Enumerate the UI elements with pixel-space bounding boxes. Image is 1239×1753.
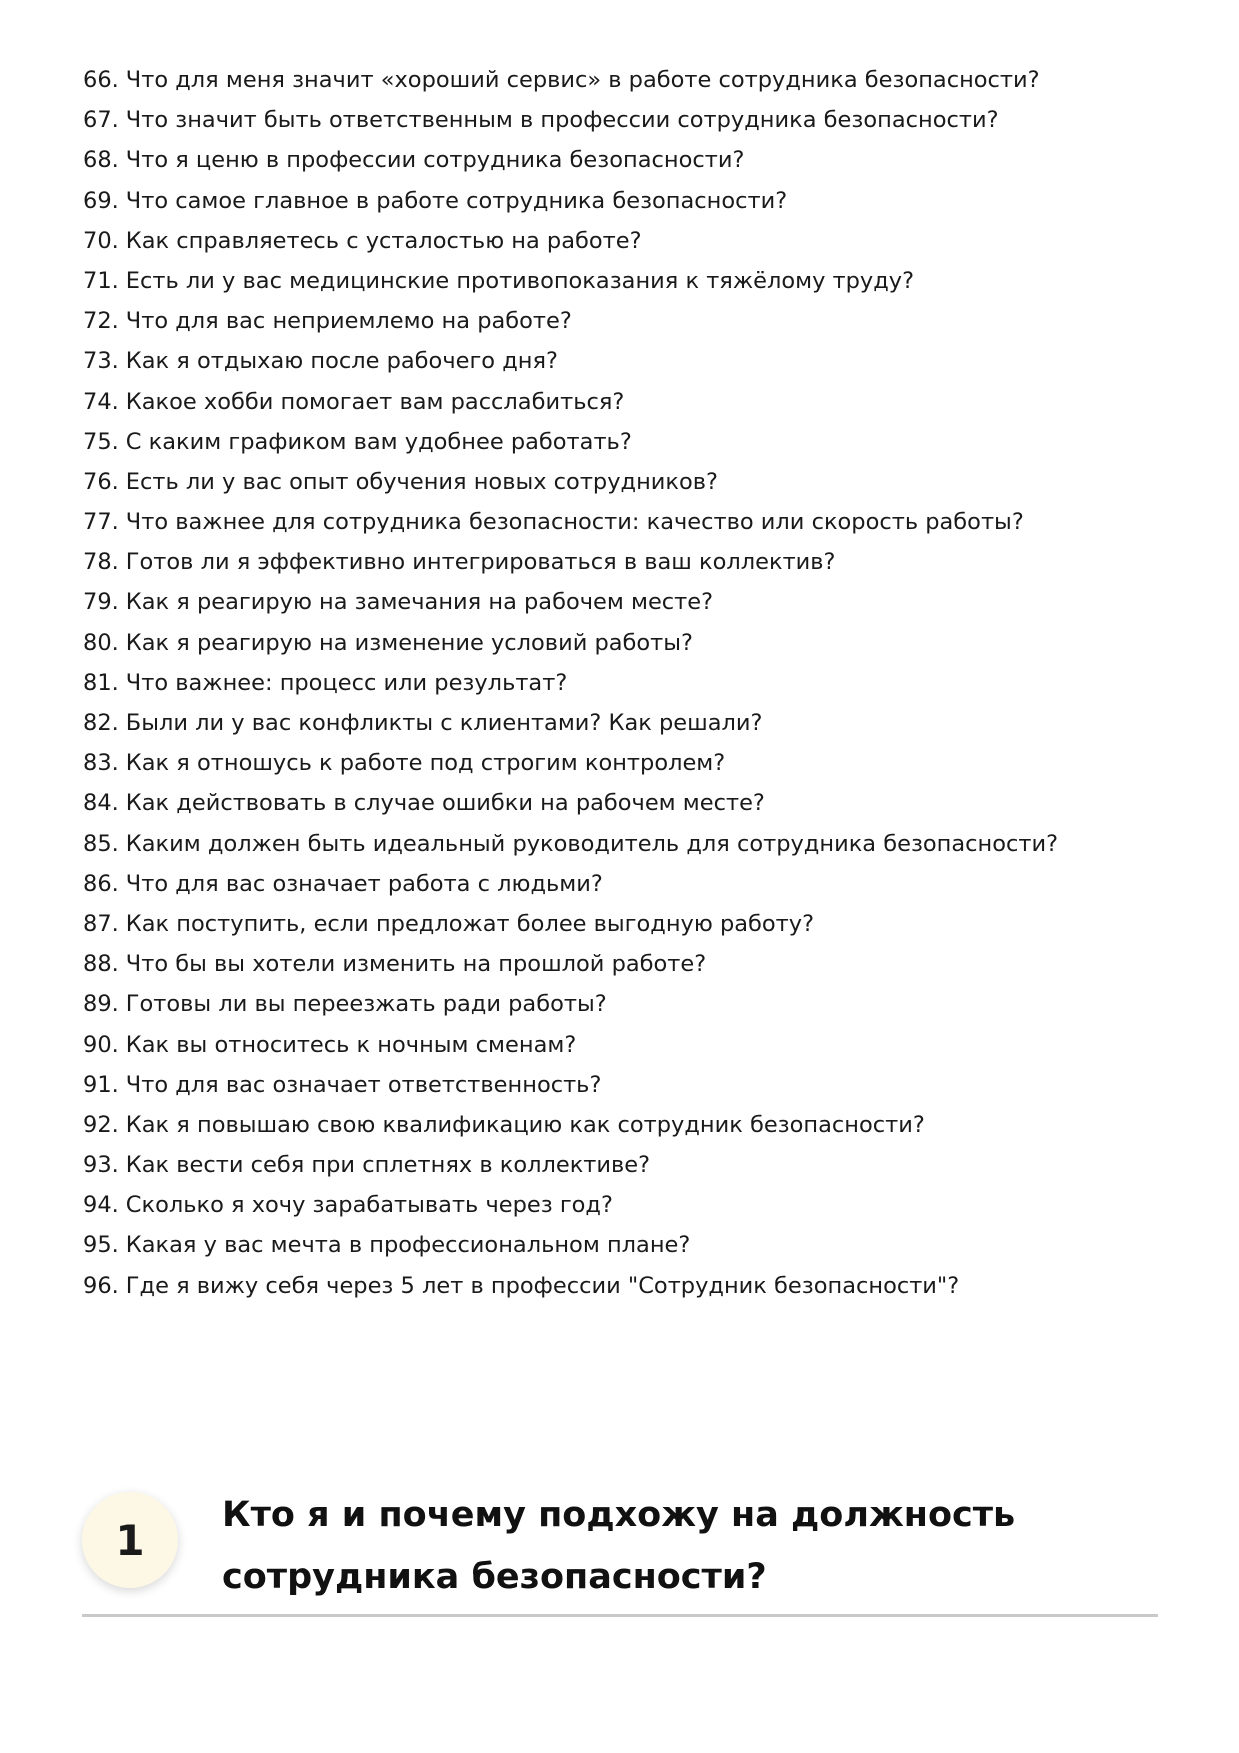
question-text: Как я повышаю свою квалификацию как сотрудник безопасности? [125, 1111, 925, 1138]
question-number: 84. [83, 790, 119, 817]
question-text: Как я отношусь к работе под строгим контролем? [125, 750, 726, 777]
question-item [83, 663, 1163, 703]
question-number: 91. [83, 1071, 119, 1098]
question-item [83, 60, 1163, 100]
question-number: 88. [83, 951, 119, 978]
question-text: Что я ценю в профессии сотрудника безопасности? [125, 147, 745, 174]
question-text: Были ли у вас конфликты с клиентами? Как решали? [125, 710, 763, 736]
question-text: С каким графиком вам удобнее работать? [125, 428, 632, 455]
question-item [83, 462, 1163, 502]
question-number: 95. [83, 1232, 119, 1259]
section-number-badge: 1 [82, 1492, 178, 1588]
question-number: 89. [83, 991, 119, 1018]
question-text: Что важнее: процесс или результат? [125, 669, 568, 696]
question-text: Как я реагирую на замечания на рабочем месте? [125, 589, 714, 616]
question-number: 94. [83, 1192, 119, 1219]
section-title-line-1: Кто я и почему подхожу на должность [222, 1495, 1016, 1535]
question-number: 67. [83, 107, 119, 134]
question-item [83, 1266, 1163, 1306]
question-item [83, 824, 1163, 864]
question-item [83, 984, 1163, 1024]
question-text: Что бы вы хотели изменить на прошлой работе? [125, 951, 707, 978]
question-item [83, 1225, 1163, 1265]
question-number: 68. [83, 147, 119, 174]
question-text: Сколько я хочу зарабатывать через год? [125, 1192, 613, 1219]
question-item [83, 382, 1163, 422]
question-number: 82. [83, 710, 119, 736]
question-number: 93. [83, 1152, 119, 1179]
question-item [83, 502, 1163, 542]
question-text: Как вести себя при сплетнях в коллективе? [125, 1152, 651, 1179]
question-text: Что для вас означает ответственность? [125, 1071, 602, 1098]
question-item [83, 743, 1163, 783]
question-text: Как справляетесь с усталостью на работе? [125, 227, 642, 254]
section-heading [82, 1484, 1158, 1617]
question-item [83, 100, 1163, 140]
question-text: Какое хобби помогает вам расслабиться? [125, 388, 625, 415]
question-text: Как я отдыхаю после рабочего дня? [125, 348, 558, 375]
question-item [83, 1105, 1163, 1145]
question-text: Как действовать в случае ошибки на рабочем месте? [125, 790, 765, 817]
question-text: Где я вижу себя через 5 лет в профессии "Сотрудник безопасности"? [125, 1272, 960, 1299]
section-title [222, 1484, 1152, 1608]
question-text: Каким должен быть идеальный руководитель для сотрудника безопасности? [125, 830, 1059, 857]
question-item [83, 783, 1163, 823]
question-item [83, 864, 1163, 904]
question-item [83, 140, 1163, 180]
question-list [83, 60, 1163, 1306]
question-number: 92. [83, 1111, 119, 1138]
question-number: 78. [83, 549, 119, 576]
question-item [83, 1065, 1163, 1105]
question-number: 96. [83, 1272, 119, 1299]
question-number: 79. [83, 589, 119, 616]
question-number: 72. [83, 308, 119, 335]
question-number: 86. [83, 870, 119, 897]
question-item [83, 261, 1163, 301]
question-text: Как я реагирую на изменение условий работы? [125, 629, 693, 656]
question-number: 80. [83, 629, 119, 656]
question-text: Что для вас означает работа с людьми? [125, 870, 603, 897]
question-number: 70. [83, 227, 119, 254]
question-item [83, 1145, 1163, 1185]
question-number: 73. [83, 348, 119, 375]
question-text: Какая у вас мечта в профессиональном плане? [125, 1232, 691, 1259]
question-item [83, 944, 1163, 984]
question-text: Что для меня значит «хороший сервис» в работе сотрудника безопасности? [125, 67, 1040, 93]
section-title-line-2: сотрудника безопасности? [222, 1557, 767, 1597]
question-text: Что самое главное в работе сотрудника безопасности? [125, 187, 788, 214]
question-item [83, 341, 1163, 381]
question-number: 77. [83, 509, 119, 536]
question-number: 74. [83, 388, 119, 415]
question-number: 69. [83, 187, 119, 214]
question-item [83, 582, 1163, 622]
question-number: 85. [83, 830, 119, 857]
question-item [83, 221, 1163, 261]
question-number: 76. [83, 468, 119, 495]
question-item [83, 703, 1163, 743]
question-item [83, 542, 1163, 582]
question-item [83, 623, 1163, 663]
question-text: Как вы относитесь к ночным сменам? [125, 1031, 577, 1058]
question-item [83, 904, 1163, 944]
question-text: Есть ли у вас медицинские противопоказания к тяжёлому труду? [125, 267, 915, 294]
question-number: 75. [83, 428, 119, 455]
question-item [83, 181, 1163, 221]
question-text: Что значит быть ответственным в профессии сотрудника безопасности? [125, 107, 999, 134]
question-number: 90. [83, 1031, 119, 1058]
question-number: 87. [83, 910, 119, 937]
question-item [83, 301, 1163, 341]
question-number: 83. [83, 750, 119, 777]
question-text: Есть ли у вас опыт обучения новых сотрудников? [125, 468, 718, 495]
question-number: 81. [83, 669, 119, 696]
question-text: Что важнее для сотрудника безопасности: качество или скорость работы? [125, 509, 1024, 536]
question-text: Как поступить, если предложат более выгодную работу? [125, 910, 815, 937]
question-item [83, 1185, 1163, 1225]
question-item [83, 422, 1163, 462]
question-number: 71. [83, 267, 119, 294]
question-text: Готов ли я эффективно интегрироваться в ваш коллектив? [125, 549, 836, 576]
question-item [83, 1025, 1163, 1065]
question-number: 66. [83, 67, 119, 93]
question-text: Готовы ли вы переезжать ради работы? [125, 991, 607, 1018]
question-text: Что для вас неприемлемо на работе? [125, 308, 572, 335]
